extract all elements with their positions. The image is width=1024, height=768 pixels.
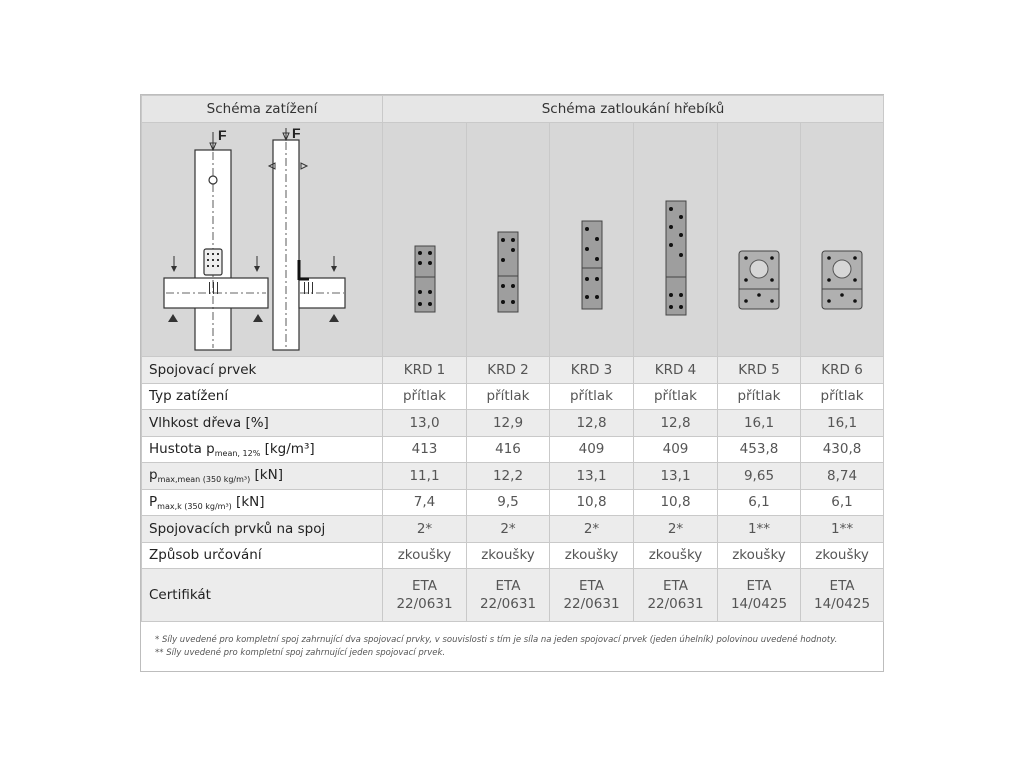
row-hustota bbox=[142, 436, 884, 463]
nail-pattern-krd1 bbox=[383, 123, 467, 357]
table-cell: přítlak bbox=[383, 383, 467, 410]
table-cell: 6,1 bbox=[718, 489, 801, 516]
cert-number: 22/0631 bbox=[396, 596, 453, 612]
table-cell bbox=[383, 569, 467, 622]
table-cell: 2* bbox=[383, 516, 467, 543]
row-label: Vlhkost dřeva [%] bbox=[142, 410, 383, 437]
column-header-krd6: KRD 6 bbox=[801, 357, 884, 384]
row-vlhkost bbox=[142, 410, 884, 437]
row-pmax-mean bbox=[142, 463, 884, 490]
force-label-left: F bbox=[218, 127, 227, 143]
header-nailing-scheme: Schéma zatloukání hřebíků bbox=[383, 96, 884, 123]
table-cell: 10,8 bbox=[550, 489, 634, 516]
row-label bbox=[142, 463, 383, 490]
column-header-krd5: KRD 5 bbox=[718, 357, 801, 384]
table-cell: 9,5 bbox=[467, 489, 550, 516]
table-cell: přítlak bbox=[550, 383, 634, 410]
cert-number: 14/0425 bbox=[730, 596, 788, 612]
table-cell: 13,1 bbox=[550, 463, 634, 490]
cert-type: ETA bbox=[829, 578, 855, 594]
table-cell: 1** bbox=[801, 516, 884, 543]
bracket-krd5-icon bbox=[734, 247, 784, 317]
bracket-krd6-icon bbox=[817, 247, 867, 317]
table-cell: 11,1 bbox=[383, 463, 467, 490]
table-cell: 12,8 bbox=[550, 410, 634, 437]
table-cell: 8,74 bbox=[801, 463, 884, 490]
cert-type: ETA bbox=[579, 578, 604, 594]
load-diagram-svg bbox=[162, 128, 362, 352]
table-cell: 2* bbox=[634, 516, 718, 543]
cert-type: ETA bbox=[412, 578, 437, 594]
table-cell: zkoušky bbox=[718, 542, 801, 569]
table-cell: 1** bbox=[718, 516, 801, 543]
table-cell: 16,1 bbox=[718, 410, 801, 437]
row-label bbox=[142, 436, 383, 463]
header-load-scheme: Schéma zatížení bbox=[142, 96, 383, 123]
specification-table-frame bbox=[140, 94, 884, 672]
table-cell: 10,8 bbox=[634, 489, 718, 516]
table-cell: zkoušky bbox=[550, 542, 634, 569]
nail-pattern-krd6 bbox=[801, 123, 884, 357]
table-cell: 409 bbox=[634, 436, 718, 463]
table-cell: 13,1 bbox=[634, 463, 718, 490]
bracket-krd3-icon bbox=[572, 217, 612, 317]
row-label: Certifikát bbox=[142, 569, 383, 622]
row-zpusob-urcovani bbox=[142, 542, 884, 569]
bracket-krd1-icon bbox=[405, 240, 445, 320]
table-cell: zkoušky bbox=[634, 542, 718, 569]
cert-number: 22/0631 bbox=[479, 596, 537, 612]
label-subscript: max,mean (350 kg/m³) bbox=[157, 475, 251, 485]
table-cell: 416 bbox=[467, 436, 550, 463]
label-unit: [kN] bbox=[231, 493, 265, 510]
table-cell: 453,8 bbox=[718, 436, 801, 463]
table-cell bbox=[634, 569, 718, 622]
cert-type: ETA bbox=[746, 578, 772, 594]
table-cell: 12,9 bbox=[467, 410, 550, 437]
cert-type: ETA bbox=[663, 578, 688, 594]
row-typ-zatizeni bbox=[142, 383, 884, 410]
table-cell: 6,1 bbox=[801, 489, 884, 516]
table-cell: přítlak bbox=[801, 383, 884, 410]
cert-number: 14/0425 bbox=[813, 596, 871, 612]
column-header-krd4: KRD 4 bbox=[634, 357, 718, 384]
bracket-krd2-icon bbox=[488, 228, 528, 318]
label-subscript: mean, 12% bbox=[214, 448, 261, 458]
row-label: Spojovacích prvků na spoj bbox=[142, 516, 383, 543]
nail-pattern-krd3 bbox=[550, 123, 634, 357]
row-pocet-prvku bbox=[142, 516, 884, 543]
footnote-1: * Síly uvedené pro kompletní spoj zahrnující dva spojovací prvky, v souvislosti s tím je síla na jeden spojovací prvek (jeden úhelník) polovinou uvedené hodnoty. bbox=[155, 635, 838, 645]
table-cell: zkoušky bbox=[467, 542, 550, 569]
table-cell: 12,8 bbox=[634, 410, 718, 437]
cert-type: ETA bbox=[495, 578, 521, 594]
nail-pattern-krd4 bbox=[634, 123, 718, 357]
row-pmax-k bbox=[142, 489, 884, 516]
label-unit: [kN] bbox=[250, 467, 283, 484]
table-cell bbox=[467, 569, 550, 622]
specification-table bbox=[141, 95, 884, 622]
label-main: P bbox=[149, 493, 158, 510]
row-label bbox=[142, 489, 383, 516]
force-label-right: F bbox=[292, 127, 301, 141]
table-cell bbox=[718, 569, 801, 622]
cert-number: 22/0631 bbox=[647, 596, 704, 612]
column-header-krd2: KRD 2 bbox=[467, 357, 550, 384]
label-unit: [kg/m³] bbox=[260, 440, 315, 457]
table-cell: přítlak bbox=[634, 383, 718, 410]
nail-pattern-krd2 bbox=[467, 123, 550, 357]
table-cell: přítlak bbox=[467, 383, 550, 410]
row-label: Způsob určování bbox=[142, 542, 383, 569]
row-label: Spojovací prvek bbox=[142, 357, 383, 384]
table-cell: 2* bbox=[550, 516, 634, 543]
table-cell: 9,65 bbox=[718, 463, 801, 490]
label-main: p bbox=[149, 467, 158, 484]
table-cell: zkoušky bbox=[383, 542, 467, 569]
row-label: Typ zatížení bbox=[142, 383, 383, 410]
table-cell: 13,0 bbox=[383, 410, 467, 437]
table-cell: 7,4 bbox=[383, 489, 467, 516]
row-spojovaci-prvek bbox=[142, 357, 884, 384]
load-scheme-diagram bbox=[142, 123, 383, 357]
cert-number: 22/0631 bbox=[563, 596, 620, 612]
footnotes bbox=[155, 634, 837, 660]
table-cell bbox=[550, 569, 634, 622]
bracket-krd4-icon bbox=[656, 199, 696, 319]
footnote-2: ** Síly uvedené pro kompletní spoj zahrnující jeden spojovací prvek. bbox=[155, 648, 446, 658]
table-cell: 16,1 bbox=[801, 410, 884, 437]
table-cell: 409 bbox=[550, 436, 634, 463]
table-cell: 12,2 bbox=[467, 463, 550, 490]
table-cell bbox=[801, 569, 884, 622]
row-certifikat bbox=[142, 569, 884, 622]
table-cell: přítlak bbox=[718, 383, 801, 410]
label-subscript: max,k (350 kg/m³) bbox=[157, 501, 232, 511]
column-header-krd1: KRD 1 bbox=[383, 357, 467, 384]
nail-pattern-krd5 bbox=[718, 123, 801, 357]
column-header-krd3: KRD 3 bbox=[550, 357, 634, 384]
table-cell: zkoušky bbox=[801, 542, 884, 569]
table-cell: 413 bbox=[383, 436, 467, 463]
table-cell: 430,8 bbox=[801, 436, 884, 463]
table-cell: 2* bbox=[467, 516, 550, 543]
label-main: Hustota p bbox=[149, 440, 215, 457]
